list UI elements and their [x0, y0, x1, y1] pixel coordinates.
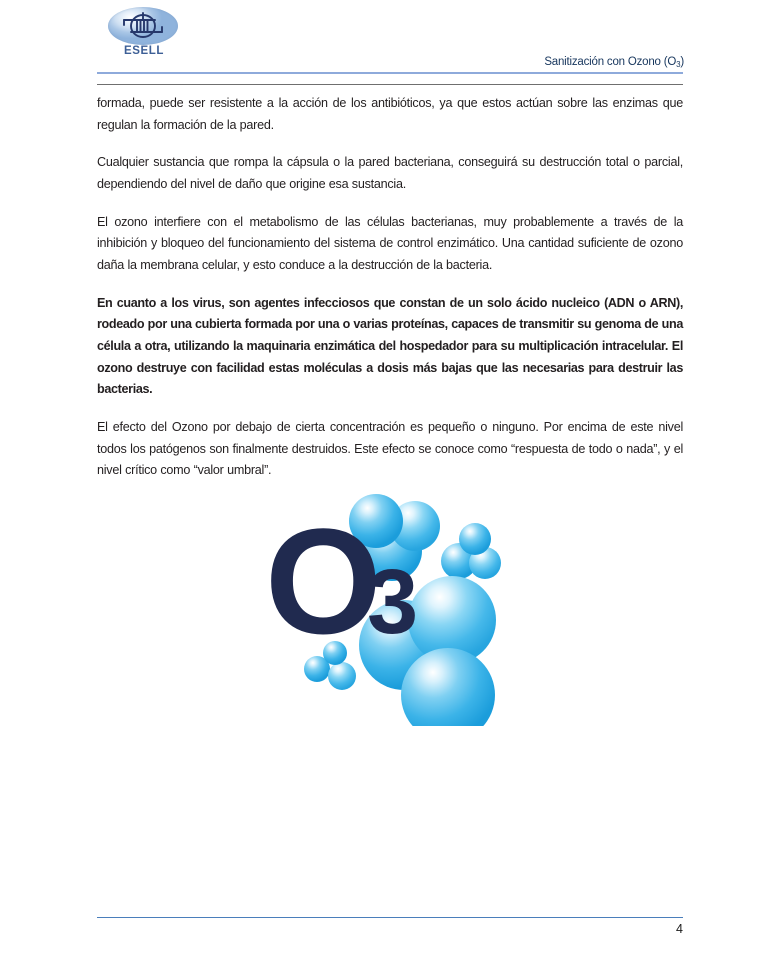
page-number: 4 [676, 922, 683, 936]
paragraph-4: En cuanto a los virus, son agentes infecciosos que constan de un solo ácido nucleico (ADN o ARN), rodeado por una cubierta formada por una o varias proteínas, capaces de transmitir su genoma de una célula a otra, utilizando la maquinaria enzimática del hospedador para su multiplicación intracelular. El ozono destruye con facilidad estas moléculas a dosis más bajas que las necesarias para destruir las bacterias. [97, 295, 683, 397]
molecule-right-small [441, 523, 501, 579]
o3-figure-svg [263, 473, 508, 726]
header-title-subscript: 3 [676, 60, 681, 69]
footer-divider [97, 917, 683, 918]
paragraph-5: El efecto del Ozono por debajo de cierta concentración es pequeño o ninguno. Por encima de este nivel todos los patógenos son finalmente destruidos. Este efecto se conoce como “respuesta de todo o nada”, y el nivel crítico como “valor umbral”. [97, 419, 683, 478]
page-header [0, 0, 780, 90]
paragraph-3: El ozono interfiere con el metabolismo de las células bacterianas, muy probablemente a través de la inhibición y bloqueo del funcionamiento del sistema de control enzimático. Una cantidad suficiente de ozono daña la membrana celular, y esto conduce a la destrucción de la bacteria. [97, 214, 683, 272]
company-logo [108, 7, 184, 62]
header-divider-blue [97, 72, 683, 74]
o3-subscript-3: 3 [367, 551, 419, 653]
paragraph-2: Cualquier sustancia que rompa la cápsula o la pared bacteriana, conseguirá su destrucción total o parcial, dependiendo del nivel de daño que origine esa sustancia. [97, 155, 683, 191]
o3-letter-o: O [265, 497, 382, 665]
logo-wordmark: ESELL [123, 45, 165, 57]
paragraph-1: formada, puede ser resistente a la acción de los antibióticos, ya que estos actúan sobre las enzimas que regulan la formación de la pared. [97, 96, 683, 132]
esell-emblem-icon [122, 11, 164, 41]
document-body [97, 93, 683, 498]
ozone-o3-molecule-illustration [263, 473, 508, 726]
header-divider-dark [97, 84, 683, 85]
header-title-suffix: ) [680, 56, 684, 68]
header-title-main: Sanitización con Ozono (O [544, 56, 677, 68]
header-document-title [544, 56, 684, 68]
